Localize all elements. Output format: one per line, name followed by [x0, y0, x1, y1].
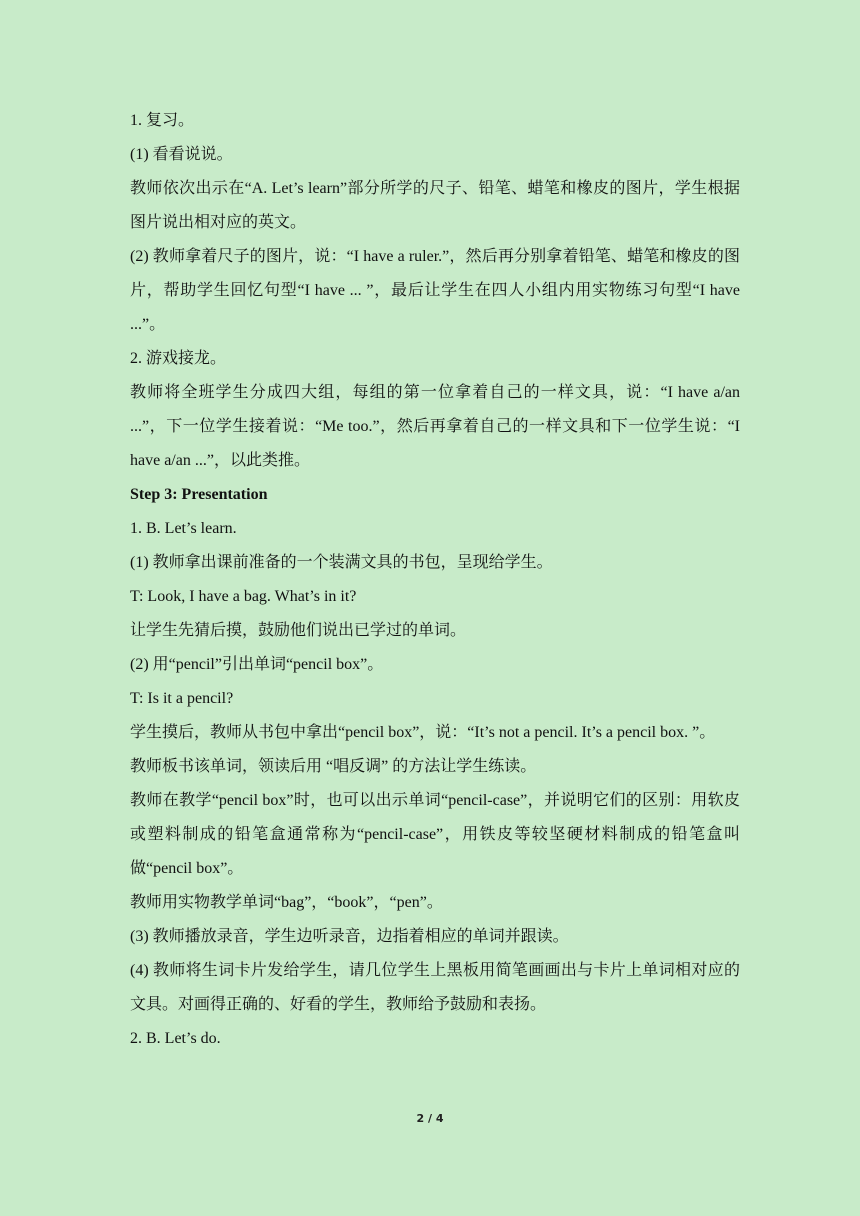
paragraph: 2. B. Let’s do.: [130, 1030, 221, 1047]
paragraph: 1. 复习。: [130, 112, 195, 129]
document-body: [130, 104, 740, 1056]
section-heading: Step 3: Presentation: [130, 486, 268, 503]
paragraph: 教师将全班学生分成四大组，每组的第一位拿着自己的一样文具，说：“I have a/an ...”，下一位学生接着说：“Me too.”，然后再拿着自己的一样文具和下一位学生说：“I have a/an ...”，以此类推。: [130, 384, 740, 469]
paragraph: T: Look, I have a bag. What’s in it?: [130, 588, 357, 605]
page-number: 2 / 4: [416, 1112, 444, 1125]
paragraph: (1) 看看说说。: [130, 146, 233, 163]
paragraph: 教师用实物教学单词“bag”，“book”，“pen”。: [130, 894, 443, 911]
paragraph: 1. B. Let’s learn.: [130, 520, 237, 537]
paragraph: 教师依次出示在“A. Let’s learn”部分所学的尺子、铅笔、蜡笔和橡皮的图片，学生根据图片说出相对应的英文。: [130, 180, 740, 231]
paragraph: 2. 游戏接龙。: [130, 350, 227, 367]
paragraph: 教师板书该单词，领读后用 “唱反调” 的方法让学生练读。: [130, 758, 537, 775]
paragraph: 教师在教学“pencil box”时，也可以出示单词“pencil-case”，并说明它们的区别：用软皮或塑料制成的铅笔盒通常称为“pencil-case”，用铁皮等较坚硬材料制成的铅笔盒叫做“pencil box”。: [130, 792, 740, 877]
paragraph: 学生摸后，教师从书包中拿出“pencil box”，说：“It’s not a pencil. It’s a pencil box. ”。: [130, 724, 716, 741]
paragraph: 让学生先猜后摸，鼓励他们说出已学过的单词。: [130, 622, 467, 639]
paragraph: T: Is it a pencil?: [130, 690, 234, 707]
paragraph: (2) 用“pencil”引出单词“pencil box”。: [130, 656, 384, 673]
paragraph: (3) 教师播放录音，学生边听录音，边指着相应的单词并跟读。: [130, 928, 569, 945]
paragraph: (4) 教师将生词卡片发给学生，请几位学生上黑板用简笔画画出与卡片上单词相对应的文具。对画得正确的、好看的学生，教师给予鼓励和表扬。: [130, 962, 740, 1013]
paragraph: (1) 教师拿出课前准备的一个装满文具的书包，呈现给学生。: [130, 554, 553, 571]
paragraph: (2) 教师拿着尺子的图片，说：“I have a ruler.”，然后再分别拿着铅笔、蜡笔和橡皮的图片，帮助学生回忆句型“I have ... ”，最后让学生在四人小组内用实物练习句型“I have ...”。: [130, 248, 740, 333]
